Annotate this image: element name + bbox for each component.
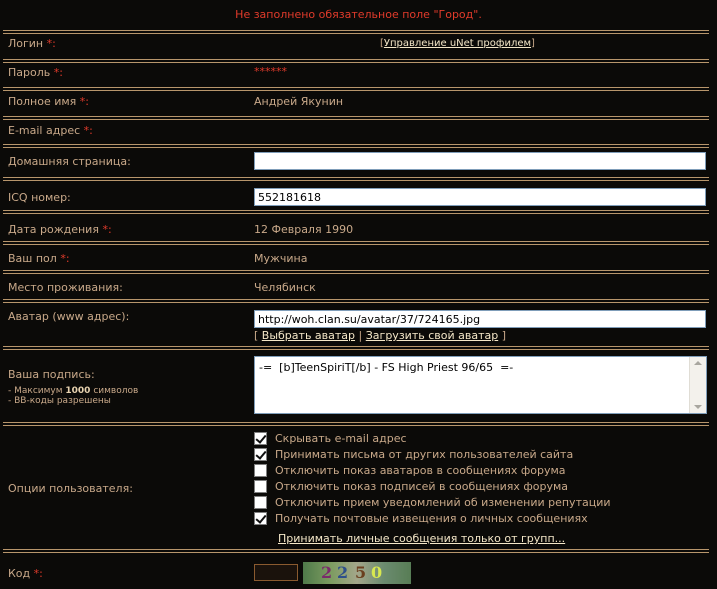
separator xyxy=(3,59,709,63)
separator xyxy=(3,299,709,303)
email-label-text: E-mail адрес xyxy=(8,124,81,137)
option-label: Отключить показ подписей в сообщениях форума xyxy=(275,480,569,493)
textarea-scrollbar[interactable] xyxy=(689,357,706,413)
captcha-char: 2 xyxy=(337,563,349,582)
separator xyxy=(3,87,709,91)
separator xyxy=(3,549,709,553)
icq-label: ICQ номер: xyxy=(8,191,71,204)
scroll-up-icon[interactable] xyxy=(694,361,702,365)
option-label: Отключить прием уведомлений об изменении репутации xyxy=(275,496,611,509)
choose-avatar-link[interactable]: Выбрать аватар xyxy=(261,329,356,342)
hint-text: символов xyxy=(90,386,139,396)
fullname-label xyxy=(8,95,89,108)
captcha-char: 2 xyxy=(321,563,333,582)
checkbox[interactable] xyxy=(254,512,267,525)
separator xyxy=(3,30,709,34)
gender-value: Мужчина xyxy=(254,252,308,265)
error-message: Не заполнено обязательное поле "Город". xyxy=(235,8,482,21)
fullname-value: Андрей Якунин xyxy=(254,95,344,108)
manage-profile-link[interactable]: Управление uNet профилем xyxy=(383,38,532,49)
required-marker: *: xyxy=(33,567,43,580)
checkbox[interactable] xyxy=(254,432,267,445)
code-label xyxy=(8,567,43,580)
fullname-label-text: Полное имя xyxy=(8,95,77,108)
required-marker: *: xyxy=(46,37,56,50)
avatar-url-input[interactable]: http://woh.clan.su/avatar/37/724165.jpg xyxy=(254,310,706,328)
captcha-char: 5 xyxy=(355,563,367,582)
required-marker: *: xyxy=(83,124,93,137)
location-label: Место проживания: xyxy=(8,281,123,294)
birthdate-label-text: Дата рождения xyxy=(8,223,99,236)
manage-profile-wrap xyxy=(380,38,535,49)
bracket: ] xyxy=(531,38,535,49)
email-label xyxy=(8,124,93,137)
bracket: ] xyxy=(501,329,506,342)
separator xyxy=(3,144,709,148)
icq-input[interactable]: 552181618 xyxy=(254,188,706,206)
signature-text: -= [b]TeenSpiriT[/b] - FS High Priest 96/65 =- xyxy=(259,361,514,374)
hint-text: - Максимум xyxy=(8,386,66,396)
separator xyxy=(3,346,709,350)
password-label xyxy=(8,66,63,79)
login-label xyxy=(8,37,56,50)
checkbox[interactable] xyxy=(254,448,267,461)
homepage-label: Домашняя страница: xyxy=(8,155,131,168)
separator xyxy=(3,210,709,214)
required-marker: *: xyxy=(53,66,63,79)
location-value: Челябинск xyxy=(254,281,316,294)
hint-max-count: 1000 xyxy=(65,386,91,396)
login-label-text: Логин xyxy=(8,37,44,50)
upload-avatar-link[interactable]: Загрузить свой аватар xyxy=(365,329,499,342)
separator xyxy=(3,116,709,120)
separator xyxy=(3,270,709,274)
captcha-image xyxy=(303,562,411,584)
scroll-down-icon[interactable] xyxy=(694,405,702,409)
code-label-text: Код xyxy=(8,567,31,580)
signature-hint-max xyxy=(8,386,138,396)
password-value: ****** xyxy=(254,65,287,78)
option-label: Отключить показ аватаров в сообщениях форума xyxy=(275,464,566,477)
gender-label xyxy=(8,252,70,265)
signature-hint-bbcode: - BB-коды разрешены xyxy=(8,396,111,406)
signature-label: Ваша подпись: xyxy=(8,368,95,381)
signature-textarea[interactable] xyxy=(254,356,707,414)
option-label: Скрывать e-mail адрес xyxy=(275,432,407,445)
birthdate-label xyxy=(8,223,112,236)
code-input[interactable] xyxy=(254,564,298,581)
bracket: [ xyxy=(380,38,384,49)
homepage-input[interactable] xyxy=(254,152,706,170)
password-label-text: Пароль xyxy=(8,66,51,79)
captcha-char: 0 xyxy=(371,563,383,582)
checkbox[interactable] xyxy=(254,496,267,509)
separator xyxy=(3,241,709,245)
avatar-links xyxy=(254,329,506,342)
groups-only-link[interactable]: Принимать личные сообщения только от групп... xyxy=(278,532,566,545)
required-marker: *: xyxy=(79,95,90,108)
required-marker: *: xyxy=(102,223,112,236)
bracket: [ xyxy=(254,329,259,342)
avatar-label: Аватар (www адрес): xyxy=(8,310,130,323)
separator xyxy=(3,422,709,426)
link-separator: | xyxy=(358,329,363,342)
gender-label-text: Ваш пол xyxy=(8,252,57,265)
required-marker: *: xyxy=(60,252,70,265)
separator xyxy=(3,177,709,181)
option-label: Получать почтовые извещения о личных сообщениях xyxy=(275,512,588,525)
checkbox[interactable] xyxy=(254,464,267,477)
options-label: Опции пользователя: xyxy=(8,482,133,495)
option-label: Принимать письма от других пользователей сайта xyxy=(275,448,574,461)
checkbox[interactable] xyxy=(254,480,267,493)
birthdate-value: 12 Февраля 1990 xyxy=(254,223,354,236)
